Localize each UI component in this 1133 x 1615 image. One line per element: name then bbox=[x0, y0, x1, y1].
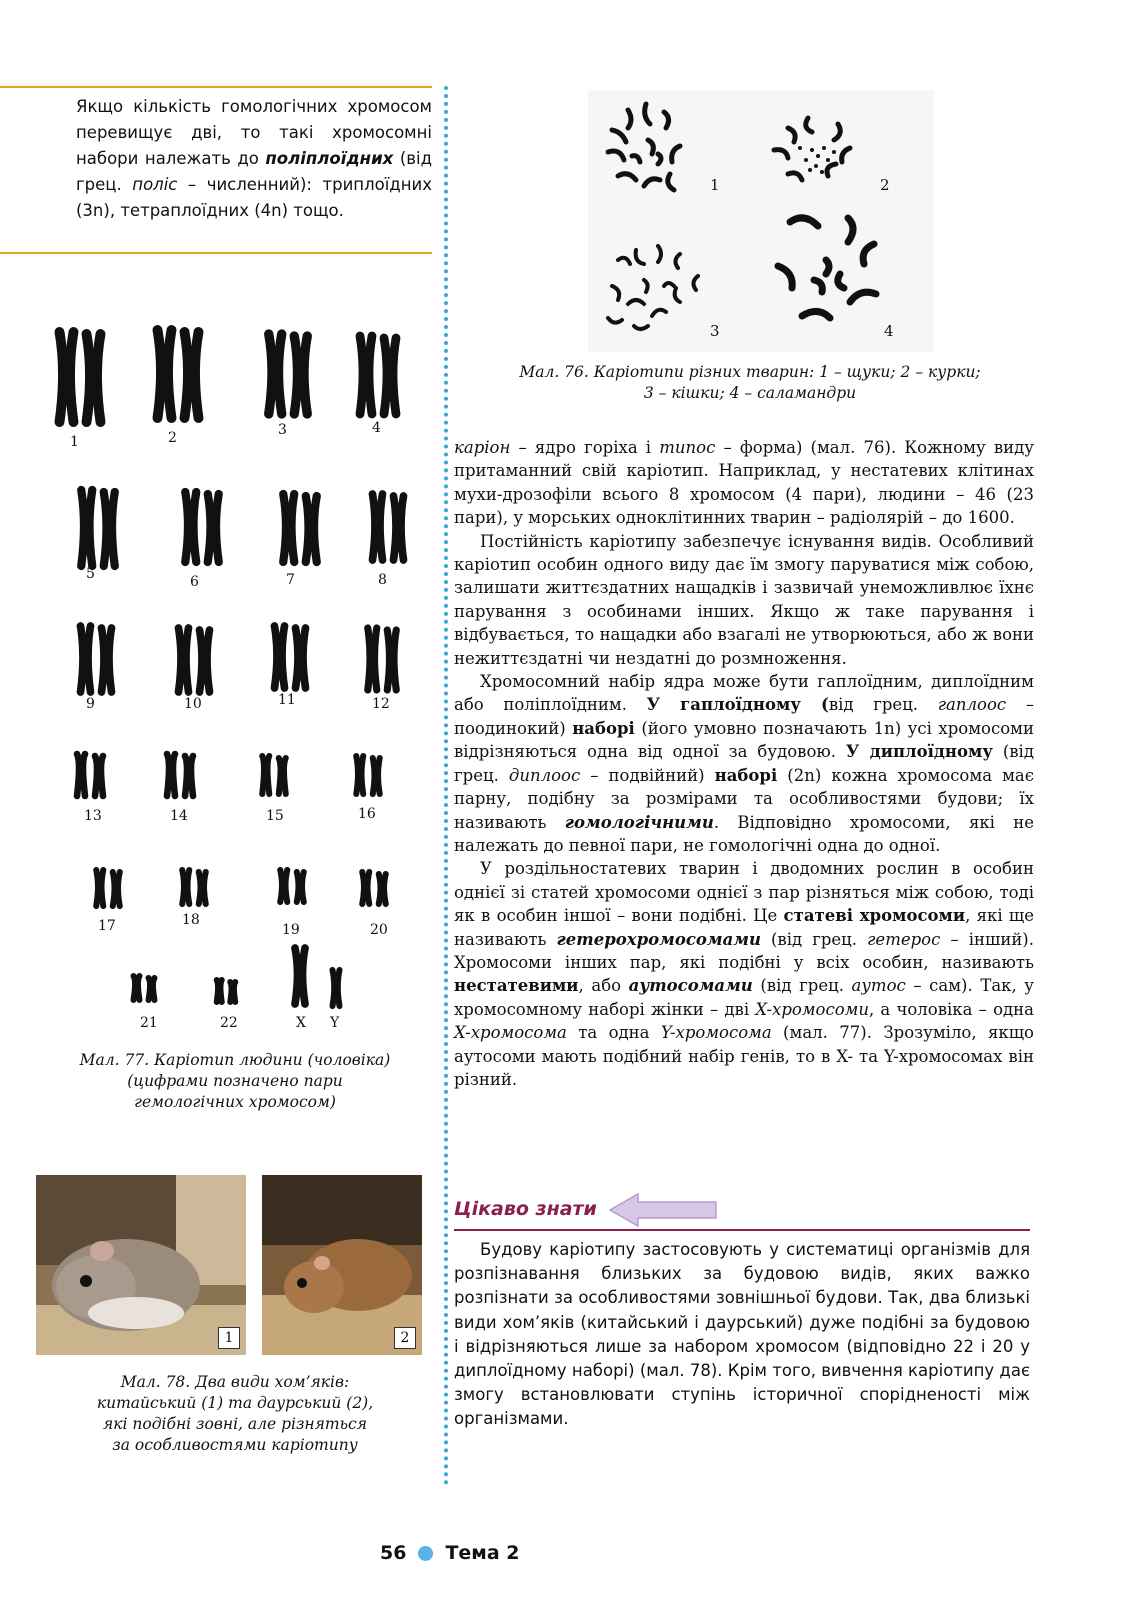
figure-77-karyotype bbox=[38, 318, 418, 1038]
chromosome bbox=[269, 334, 282, 414]
text-run: (від грец. bbox=[454, 742, 1034, 785]
chromosome bbox=[200, 630, 210, 692]
chromosome bbox=[373, 758, 380, 794]
chromosome bbox=[373, 494, 383, 560]
figure-78-caption bbox=[40, 1372, 430, 1456]
chromosome-pair-label: 6 bbox=[190, 574, 199, 590]
chromosome-pair-label: 16 bbox=[358, 806, 376, 822]
note-text: – численний): триплоїдних (3n), тетраплоїдних (4n) тощо. bbox=[76, 175, 432, 220]
chinese-hamster-photo bbox=[36, 1175, 246, 1355]
term-bold: нестатевими bbox=[454, 976, 579, 996]
chromosome-pair-label: 10 bbox=[184, 696, 202, 712]
chromosome-pair-label: 13 bbox=[84, 808, 102, 824]
figure-78-caption-line: які подібні зовні, але різняться bbox=[103, 1415, 367, 1433]
figure-76-caption-line: 3 – кішки; 4 – саламандри bbox=[643, 384, 857, 402]
term-italic: гаплоос bbox=[937, 695, 1007, 715]
chromosome bbox=[104, 492, 115, 566]
chromosome bbox=[279, 758, 286, 794]
did-you-know-rule bbox=[454, 1229, 1030, 1231]
chromosome bbox=[149, 978, 155, 1000]
term-bold: У гаплоїдному ( bbox=[646, 695, 829, 715]
text-run: , або bbox=[578, 976, 629, 996]
arrow-left-icon bbox=[608, 1190, 720, 1230]
chromosome-pairs-image bbox=[38, 318, 418, 1038]
chromosome bbox=[306, 496, 317, 562]
text-run: – інший). Хромосоми інших пар, які подібні у всіх особин, називають bbox=[454, 929, 1034, 972]
bullet-dot-icon bbox=[418, 1546, 433, 1561]
figure-77-caption-line: Мал. 77. Каріотип людини (чоловіка) bbox=[79, 1051, 391, 1069]
chromosome-pair-label: 4 bbox=[372, 420, 381, 436]
chromosome-pair-label: 18 bbox=[182, 912, 200, 928]
photo-tag-2: 2 bbox=[394, 1327, 416, 1349]
term-italic: X-хромосоми bbox=[755, 999, 869, 1019]
term-italic: каріон bbox=[454, 438, 511, 457]
chromosome bbox=[60, 332, 74, 422]
note-text: Якщо кількість гомологічних хромосом перевищує дві, то такі хромосомні набори належать до bbox=[76, 97, 432, 168]
chromosome bbox=[262, 756, 269, 794]
chromosome bbox=[294, 336, 307, 414]
text-run: (його умовно позначають 1n) усі хромосоми відрізняються одна від одної за будовою. bbox=[454, 718, 1034, 762]
text-run: Хромосомний набір ядра може бути гаплоїдним, диплоїдним або поліплоїдним. bbox=[454, 672, 1034, 715]
paragraph-chromosome-sets bbox=[454, 670, 1034, 857]
figure-78-caption-line: за особливостями каріотипу bbox=[112, 1436, 358, 1454]
text-run: У роздільностатевих тварин і дводомних рослин в особин однієї зі статей хромосоми однієї з пар різняться між собою, тоді як в особин іншої – вони подібні. Це bbox=[454, 859, 1034, 926]
note-term-greek: поліс bbox=[132, 175, 178, 194]
term-italic: типос bbox=[659, 438, 716, 457]
chinese-hamster-image bbox=[36, 1175, 246, 1355]
note-text: (від грец. bbox=[76, 149, 432, 194]
text-run: та одна bbox=[566, 1023, 661, 1043]
chromosome bbox=[185, 492, 196, 562]
chromosome bbox=[368, 628, 377, 690]
paragraph-karyotype-constancy: Постійність каріотипу забезпечує існування видів. Особливий каріотип особин одного виду дає їм змогу паруватися між собою, залишати життєздатних нащадків і зазвичай унеможливлює їхнє парування з особинами інших. Якщо ж таке парування і відбувається, то нащадки або взагалі не утворюються, або ж вони нежиттєздатні чи нездатні до розмноження. bbox=[454, 531, 1034, 668]
chromosome bbox=[102, 628, 112, 692]
chromosome-y-label: Y bbox=[330, 1015, 340, 1031]
chromosome bbox=[158, 330, 172, 418]
page-number: 56 bbox=[380, 1542, 407, 1564]
chromosome bbox=[379, 874, 386, 904]
text-run: – форма) (мал. 76). Кожному виду притаманний свій каріотип. Наприклад, у нестатевих клітинах мухи-дрозофіли всього 8 хромосом (4 пари), людини – 46 (23 пари), у морських одноклітинних тварин – радіолярій – до 1600. bbox=[454, 438, 1034, 528]
polyploid-note bbox=[76, 94, 432, 224]
figure-78-caption-line: китайський (1) та даурський (2), bbox=[96, 1394, 374, 1412]
paragraph-karyotype-intro bbox=[454, 436, 1034, 530]
chromosome bbox=[167, 754, 175, 796]
text-run: (від грец. bbox=[752, 976, 852, 996]
chromosome-pair-label: 15 bbox=[266, 808, 284, 824]
figure-77-caption-line: гемологічних хромосом) bbox=[134, 1093, 336, 1111]
chromosome-pair-label: 2 bbox=[168, 430, 177, 446]
text-run: , а чоловіка – одна bbox=[868, 999, 1034, 1019]
chromosome bbox=[95, 756, 103, 796]
term-bold-italic: аутосомами bbox=[628, 976, 753, 996]
figure-76-label-1: 1 bbox=[710, 176, 720, 194]
chromosome-pair-label: 1 bbox=[70, 434, 79, 450]
chromosome bbox=[387, 630, 396, 690]
chromosome bbox=[185, 756, 193, 796]
figure-76-label-2: 2 bbox=[880, 176, 890, 194]
text-run: – ядро горіха і bbox=[510, 438, 660, 457]
chromosome-pair-label: 12 bbox=[372, 696, 390, 712]
term-italic: X-хромосома bbox=[454, 1023, 567, 1043]
term-bold-italic: гетерохромосомами bbox=[556, 929, 761, 949]
term-italic: гетерос bbox=[867, 929, 941, 949]
figure-76-caption bbox=[470, 362, 1030, 404]
term-italic: диплоос bbox=[508, 765, 581, 785]
chromosome bbox=[295, 948, 305, 1004]
figure-78-caption-line: Мал. 78. Два види хом’яків: bbox=[120, 1373, 350, 1391]
chromosome bbox=[217, 980, 222, 1002]
note-term: поліплоїдних bbox=[265, 149, 394, 168]
chromosome bbox=[275, 626, 285, 688]
text-run: . Відповідно хромосоми, які не належать до певної пари, не гомологічні одна до одної. bbox=[454, 812, 1034, 855]
photo-tag-1: 1 bbox=[218, 1327, 240, 1349]
text-run: , які ще називають bbox=[454, 906, 1034, 949]
term-bold-italic: гомологічними bbox=[564, 812, 714, 832]
text-run: – поодинокий) bbox=[454, 695, 1035, 738]
term-bold: наборі bbox=[572, 718, 635, 738]
chromosome bbox=[113, 872, 120, 906]
chromosome bbox=[81, 490, 92, 566]
chromosome-pair-label: 20 bbox=[370, 922, 388, 938]
chromosome bbox=[77, 754, 85, 796]
chromosome-pair-label: 21 bbox=[140, 1015, 158, 1031]
topic-label: Тема 2 bbox=[445, 1542, 520, 1564]
chromosome bbox=[185, 332, 199, 418]
note-bottom-rule bbox=[0, 252, 432, 254]
term-bold: У диплоїдному bbox=[845, 742, 993, 762]
text-run: (мал. 77). Зрозуміло, якщо аутосоми мають подібний набір генів, то в X- та Y-хромосомах він різний. bbox=[454, 1023, 1034, 1089]
daurian-hamster-photo bbox=[262, 1175, 422, 1355]
chromosome bbox=[182, 870, 189, 904]
chromosome-x-label: X bbox=[296, 1015, 306, 1031]
karyotype-spreads-image bbox=[588, 90, 934, 352]
figure-76-label-3: 3 bbox=[710, 322, 720, 340]
chromosome-pair-label: 7 bbox=[286, 572, 295, 588]
chromosome bbox=[283, 494, 294, 562]
note-top-rule bbox=[0, 86, 432, 88]
term-bold: наборі bbox=[714, 765, 778, 785]
text-run: (2n) кожна хромосома має парну, подібну за розмірами та особливостями будови; їх називають bbox=[454, 765, 1034, 832]
page-footer bbox=[380, 1542, 520, 1564]
figure-76-label-4: 4 bbox=[884, 322, 894, 340]
chromosome bbox=[384, 338, 396, 414]
chromosome bbox=[362, 872, 369, 904]
chromosome-pair-label: 5 bbox=[86, 566, 95, 582]
figure-77-caption-line: (цифрами позначено пари bbox=[127, 1072, 343, 1090]
chromosome-pair-label: 22 bbox=[220, 1015, 238, 1031]
term-italic: Y-хромосома bbox=[660, 1023, 772, 1043]
chromosome bbox=[81, 626, 91, 692]
chromosome bbox=[230, 982, 235, 1002]
text-run: – сам). Так, у хромосомному наборі жінки – дві bbox=[454, 976, 1034, 1019]
chromosome bbox=[199, 872, 206, 904]
chromosome bbox=[87, 334, 101, 422]
did-you-know-title: Цікаво знати bbox=[454, 1198, 597, 1220]
paragraph-sex-chromosomes bbox=[454, 857, 1034, 1091]
text-run: від грец. bbox=[828, 695, 938, 715]
chromosome-pair-label: 3 bbox=[278, 422, 287, 438]
chromosome-pair-label: 8 bbox=[378, 572, 387, 588]
chromosome bbox=[297, 872, 304, 902]
chromosome-pair-label: 11 bbox=[278, 692, 296, 708]
chromosome-pair-label: 19 bbox=[282, 922, 300, 938]
term-italic: аутос bbox=[851, 976, 906, 996]
chromosome bbox=[394, 496, 404, 560]
chromosome bbox=[360, 336, 372, 414]
text-run: – подвійний) bbox=[580, 765, 715, 785]
chromosome bbox=[296, 628, 306, 688]
figure-77-caption bbox=[40, 1050, 430, 1113]
chromosome bbox=[356, 756, 363, 794]
chromosome bbox=[96, 870, 103, 906]
chromosome-pair-label: 14 bbox=[170, 808, 188, 824]
chromosome bbox=[179, 628, 189, 692]
did-you-know-text: Будову каріотипу застосовують у систематиці організмів для розпізнавання близьких за будовою видів, яких важко розпізнати за особливостями зовнішньої будови. Так, два близькі види хом’яків (китайський і даурський) дуже подібні за будовою і відрізняються лише за набором хромосом (відповідно 22 і 20 у диплоїдному наборі) (мал. 78). Крім того, вивчення каріотипу дає змогу встановлювати ступінь історичної спорідненості між організмами. bbox=[454, 1240, 1030, 1429]
column-divider bbox=[444, 86, 448, 1486]
figure-76-caption-line: Мал. 76. Каріотипи різних тварин: 1 – щуки; 2 – курки; bbox=[519, 363, 981, 381]
main-body-text bbox=[454, 436, 1034, 1091]
chromosome bbox=[208, 494, 219, 562]
chromosome bbox=[134, 976, 140, 1000]
text-run: (від грец. bbox=[760, 929, 868, 949]
chromosome-pair-label: 9 bbox=[86, 696, 95, 712]
term-bold: статеві хромосоми bbox=[783, 906, 966, 926]
chromosome-pair-label: 17 bbox=[98, 918, 116, 934]
chromosome bbox=[333, 970, 340, 1006]
chromosome bbox=[280, 870, 287, 902]
figure-76-karyotypes bbox=[588, 90, 934, 352]
